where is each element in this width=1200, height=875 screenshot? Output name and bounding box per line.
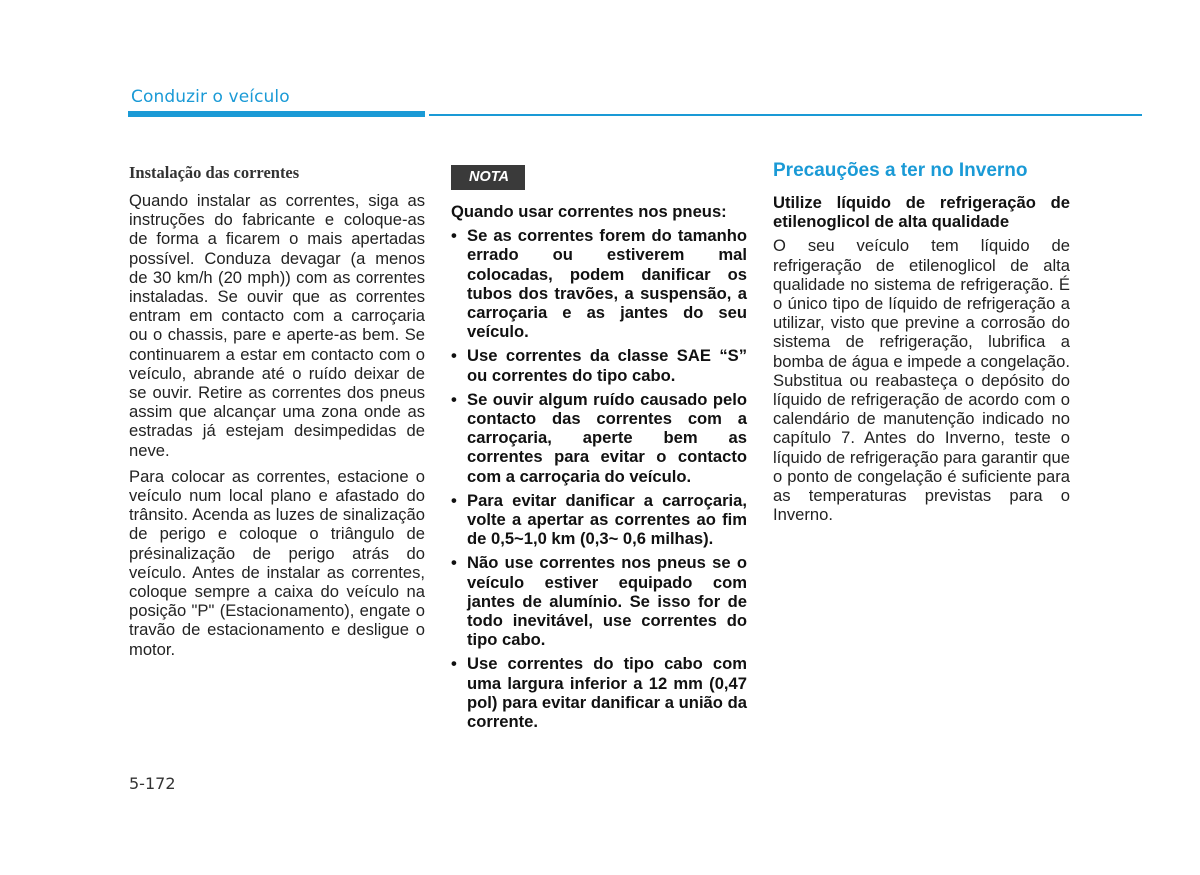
chapter-title: Conduzir o veículo	[131, 87, 290, 107]
header-rule-thin	[429, 114, 1142, 116]
list-item	[451, 390, 747, 486]
column-middle	[451, 165, 747, 736]
page-number: 5-172	[129, 774, 176, 793]
list-item-text: Se as correntes forem do tamanho errado ou estiverem mal colocadas, podem danificar os tubos dos travões, a suspensão, a carroçaria e as jantes do seu veículo.	[467, 226, 747, 342]
list-item-text: Se ouvir algum ruído causado pelo contacto das correntes com a carroçaria, aperte bem as correntes para evitar o contacto com a carroçaria do veículo.	[467, 389, 747, 486]
paragraph: O seu veículo tem líquido de refrigeração de etilenoglicol de alta qualidade no sistema de refrigeração. É o único tipo de líquido de refrigeração a utilizar, visto que previne a corrosão do sistema de refrigeração, lubrifica a bomba de água e impede a congelação. Substitua ou reabasteça o depósito do líquido de refrigeração de acordo com o calendário de manutenção indicado no capítulo 7. Antes do Inverno, teste o líquido de refrigeração para garantir que o ponto de congelação é suficiente para as temperaturas previstas para o Inverno.	[773, 236, 1070, 525]
note-badge: NOTA	[451, 165, 525, 190]
list-item	[451, 553, 747, 649]
list-item-text: Use correntes da classe SAE “S” ou correntes do tipo cabo.	[467, 346, 747, 385]
list-item	[451, 491, 747, 549]
header-rule-thick	[128, 111, 425, 117]
note-intro: Quando usar correntes nos pneus:	[451, 202, 727, 221]
bullet-icon: •	[451, 346, 457, 366]
bullet-icon: •	[451, 389, 457, 409]
list-item-text: Não use correntes nos pneus se o veículo estiver equipado com jantes de alumínio. Se isso for de todo inevitável, use correntes do tipo cabo.	[467, 553, 747, 650]
bullet-icon: •	[451, 553, 457, 573]
column-left	[129, 163, 425, 666]
paragraph: Quando instalar as correntes, siga as instruções do fabricante e coloque-as de forma a ficarem o mais apertadas possível. Conduza devagar (a menos de 30 km/h (20 mph)) com as correntes instaladas. Se ouvir que as correntes entram em contacto com a carroçaria ou o chassis, pare e aperte-as bem. Se continuarem a estar em contacto com o veículo, abrande até o ruído deixar de se ouvir. Retire as correntes dos pneus assim que alcançar uma zona onde as estradas já estejam desimpedidas de neve.	[129, 191, 425, 460]
subsection-title-coolant: Utilize líquido de refrigeração de etilenoglicol de alta qualidade	[773, 193, 1070, 232]
note-bullet-list	[451, 226, 747, 731]
bullet-icon: •	[451, 490, 457, 510]
column-right	[773, 160, 1070, 531]
section-title-winter: Precauções a ter no Inverno	[773, 160, 1028, 181]
list-item-text: Para evitar danificar a carroçaria, volte a apertar as correntes ao fim de 0,5~1,0 km (0,3~ 0,6 milhas).	[467, 490, 747, 549]
bullet-icon: •	[451, 654, 457, 674]
list-item-text: Use correntes do tipo cabo com uma largura inferior a 12 mm (0,47 pol) para evitar danificar a união da corrente.	[467, 654, 747, 732]
bullet-icon: •	[451, 226, 457, 246]
paragraph: Para colocar as correntes, estacione o veículo num local plano e afastado do trânsito. Acenda as luzes de sinalização de perigo e coloque o triângulo de présinalização de perigo atrás do veículo. Antes de instalar as correntes, coloque sempre a caixa do veículo na posição "P" (Estacionamento), engate o travão de estacionamento e desligue o motor.	[129, 466, 425, 659]
section-heading-chains: Instalação das correntes	[129, 163, 300, 182]
list-item	[451, 346, 747, 384]
list-item	[451, 654, 747, 731]
list-item	[451, 226, 747, 341]
